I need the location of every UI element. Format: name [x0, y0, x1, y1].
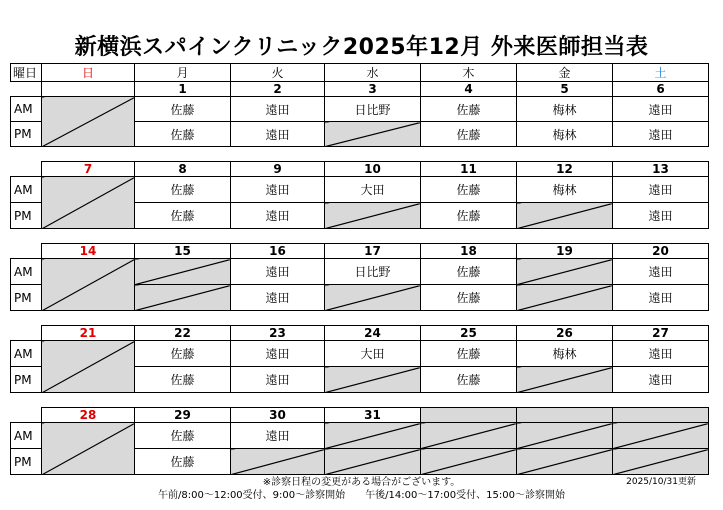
date-cell: 20: [613, 244, 709, 259]
weekday-header-row: [11, 64, 709, 82]
date-cell: 29: [135, 408, 231, 423]
pm-label: PM: [11, 367, 42, 393]
doctor-cell: 佐藤: [421, 285, 517, 311]
doctor-cell: 遠田: [613, 259, 709, 285]
sunday-closed-cell: [42, 341, 135, 393]
sunday-closed-cell: [42, 177, 135, 229]
am-row: [11, 341, 709, 367]
doctor-cell: 遠田: [613, 367, 709, 393]
doctor-cell: 遠田: [231, 177, 325, 203]
doctor-cell: 佐藤: [135, 449, 231, 475]
closed-cell: [517, 367, 613, 393]
doctor-cell: 遠田: [613, 97, 709, 122]
closed-cell: [517, 423, 613, 449]
closed-cell: [325, 449, 421, 475]
doctor-cell: 大田: [325, 177, 421, 203]
closed-cell: [325, 367, 421, 393]
doctor-cell: 遠田: [613, 341, 709, 367]
weekday-6: 土: [613, 64, 709, 82]
date-cell: [421, 408, 517, 423]
am-label: AM: [11, 423, 42, 449]
doctor-cell: 日比野: [325, 97, 421, 122]
doctor-cell: 佐藤: [421, 177, 517, 203]
closed-cell: [325, 423, 421, 449]
date-cell: 25: [421, 326, 517, 341]
date-cell: 4: [421, 82, 517, 97]
doctor-cell: 遠田: [231, 367, 325, 393]
date-cell: 17: [325, 244, 421, 259]
closed-cell: [613, 423, 709, 449]
date-cell: 30: [231, 408, 325, 423]
date-cell: 6: [613, 82, 709, 97]
doctor-cell: 佐藤: [421, 97, 517, 122]
date-cell: 2: [231, 82, 325, 97]
date-cell: 23: [231, 326, 325, 341]
date-cell: 22: [135, 326, 231, 341]
am-row: [11, 97, 709, 122]
date-row: [11, 408, 709, 423]
am-label: AM: [11, 341, 42, 367]
doctor-cell: 梅林: [517, 97, 613, 122]
date-cell: 7: [42, 162, 135, 177]
doctor-cell: 遠田: [613, 177, 709, 203]
date-cell: 19: [517, 244, 613, 259]
reception-hours: 午前/8:00～12:00受付、9:00～診察開始 午後/14:00～17:00受付、15:00～診察開始: [158, 490, 565, 501]
doctor-cell: 佐藤: [135, 97, 231, 122]
weekday-5: 金: [517, 64, 613, 82]
week-gap: [11, 229, 709, 244]
date-cell: 8: [135, 162, 231, 177]
doctor-cell: 佐藤: [135, 341, 231, 367]
doctor-cell: 佐藤: [421, 341, 517, 367]
page-title: 新横浜スパインクリニック2025年12月 外来医師担当表: [74, 35, 649, 60]
am-row: [11, 259, 709, 285]
doctor-cell: 遠田: [231, 97, 325, 122]
date-row: [11, 82, 709, 97]
doctor-cell: 佐藤: [421, 259, 517, 285]
closed-cell: [613, 449, 709, 475]
date-cell: 1: [135, 82, 231, 97]
doctor-cell: 遠田: [231, 122, 325, 147]
date-cell: 13: [613, 162, 709, 177]
closed-cell: [517, 449, 613, 475]
date-cell: 18: [421, 244, 517, 259]
date-cell: 24: [325, 326, 421, 341]
doctor-cell: 遠田: [231, 203, 325, 229]
am-row: [11, 177, 709, 203]
doctor-cell: 佐藤: [421, 122, 517, 147]
weekday-4: 木: [421, 64, 517, 82]
doctor-cell: 梅林: [517, 122, 613, 147]
date-cell: 28: [42, 408, 135, 423]
am-label: AM: [11, 177, 42, 203]
closed-cell: [135, 285, 231, 311]
updated-date: 2025/10/31更新: [626, 477, 696, 487]
doctor-cell: 遠田: [231, 259, 325, 285]
doctor-cell: 梅林: [517, 177, 613, 203]
pm-label: PM: [11, 203, 42, 229]
closed-cell: [135, 259, 231, 285]
date-row: [11, 244, 709, 259]
doctor-cell: 梅林: [517, 341, 613, 367]
date-cell: 12: [517, 162, 613, 177]
weekday-2: 火: [231, 64, 325, 82]
pm-label: PM: [11, 285, 42, 311]
date-cell: 10: [325, 162, 421, 177]
closed-cell: [517, 285, 613, 311]
closed-cell: [325, 285, 421, 311]
weekday-label: 曜日: [11, 64, 42, 82]
sunday-closed-cell: [42, 259, 135, 311]
am-label: AM: [11, 97, 42, 122]
doctor-cell: 佐藤: [421, 203, 517, 229]
weekday-0: 日: [42, 64, 135, 82]
closed-cell: [325, 203, 421, 229]
doctor-cell: 佐藤: [135, 367, 231, 393]
date-cell: 21: [42, 326, 135, 341]
date-cell: [613, 408, 709, 423]
doctor-cell: 遠田: [231, 285, 325, 311]
date-cell: 31: [325, 408, 421, 423]
date-cell: [42, 82, 135, 97]
doctor-cell: 佐藤: [135, 177, 231, 203]
closed-cell: [421, 423, 517, 449]
date-cell: 16: [231, 244, 325, 259]
pm-label: PM: [11, 122, 42, 147]
weekday-3: 水: [325, 64, 421, 82]
doctor-cell: 佐藤: [135, 122, 231, 147]
closed-cell: [517, 259, 613, 285]
closed-cell: [325, 122, 421, 147]
date-row: [11, 326, 709, 341]
doctor-cell: 遠田: [613, 122, 709, 147]
doctor-cell: 佐藤: [135, 423, 231, 449]
doctor-cell: 遠田: [613, 203, 709, 229]
date-cell: 27: [613, 326, 709, 341]
closed-cell: [231, 449, 325, 475]
doctor-cell: 佐藤: [135, 203, 231, 229]
schedule-change-note: ※診察日程の変更がある場合がございます。: [262, 477, 461, 488]
doctor-cell: 日比野: [325, 259, 421, 285]
sunday-closed-cell: [42, 423, 135, 475]
am-row: [11, 423, 709, 449]
date-cell: [517, 408, 613, 423]
doctor-cell: 佐藤: [421, 367, 517, 393]
date-cell: 11: [421, 162, 517, 177]
date-cell: 15: [135, 244, 231, 259]
date-cell: 14: [42, 244, 135, 259]
doctor-cell: 遠田: [231, 423, 325, 449]
sunday-closed-cell: [42, 97, 135, 147]
date-cell: 5: [517, 82, 613, 97]
am-label: AM: [11, 259, 42, 285]
week-gap: [11, 147, 709, 162]
closed-cell: [421, 449, 517, 475]
closed-cell: [517, 203, 613, 229]
schedule-table: [10, 63, 709, 475]
doctor-cell: 遠田: [231, 341, 325, 367]
date-cell: 9: [231, 162, 325, 177]
doctor-cell: 遠田: [613, 285, 709, 311]
weekday-1: 月: [135, 64, 231, 82]
date-cell: 26: [517, 326, 613, 341]
pm-label: PM: [11, 449, 42, 475]
week-gap: [11, 311, 709, 326]
date-cell: 3: [325, 82, 421, 97]
doctor-cell: 大田: [325, 341, 421, 367]
week-gap: [11, 393, 709, 408]
date-row: [11, 162, 709, 177]
